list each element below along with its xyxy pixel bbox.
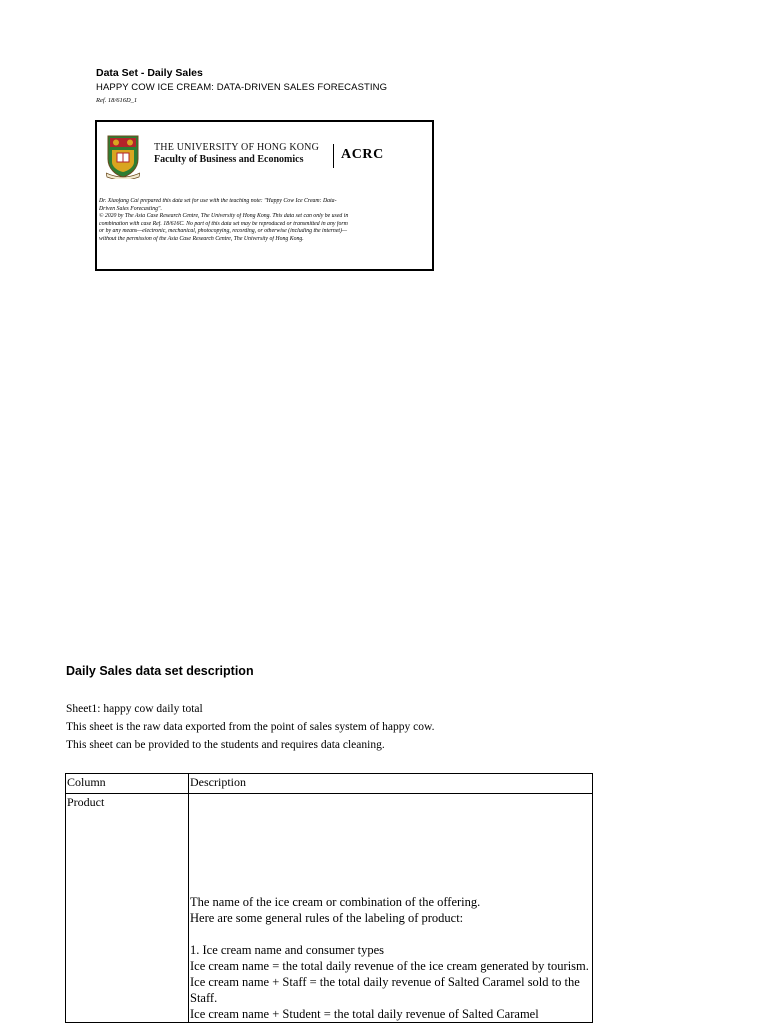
notice-line: without the permission of the Asia Case Research Centre, The University of Hong Kong. — [99, 235, 304, 242]
university-wordmark — [154, 142, 319, 166]
document-header — [96, 66, 387, 104]
header-description: Description — [189, 774, 593, 794]
notice-line: combination with case Ref. 18/616C. No part of this data set may be reproduced or transmitted in any form — [99, 220, 348, 227]
cell-product: Product — [66, 794, 189, 1023]
description-line: Here are some general rules of the labeling of product: — [190, 911, 464, 925]
table-header-row — [66, 774, 593, 794]
case-subtitle: HAPPY COW ICE CREAM: DATA-DRIVEN SALES FORECASTING — [96, 82, 388, 93]
notice-line: Dr. Xiaofang Cai prepared this data set for use with the teaching note: "Happy Cow Ice Cream: Data- — [99, 198, 337, 204]
notice-line: © 2020 by The Asia Case Research Centre, The University of Hong Kong. This data set can only be used in — [99, 213, 349, 220]
description-blank-line — [190, 926, 591, 942]
logo-divider — [333, 144, 334, 168]
reference-number: Ref. 18/616D_1 — [96, 97, 138, 104]
notice-line: or by any means—electronic, mechanical, photocopying, recording, or otherwise (including the internet)— — [99, 228, 348, 235]
header-column: Column — [66, 774, 189, 794]
description-line: Ice cream name = the total daily revenue of the ice cream generated by tourism. — [190, 959, 589, 973]
description-line: The name of the ice cream or combination of the offering. — [190, 895, 481, 909]
description-line: Ice cream name + Staff = the total daily revenue of Salted Caramel sold to the Staff. — [190, 975, 580, 1005]
cell-product-description — [189, 794, 593, 1023]
intro-line: This sheet can be provided to the students and requires data cleaning. — [66, 739, 385, 751]
faculty-name: Faculty of Business and Economics — [154, 154, 304, 165]
intro-line: Sheet1: happy cow daily total — [66, 703, 203, 715]
intro-line: This sheet is the raw data exported from the point of sales system of happy cow. — [66, 721, 435, 733]
notice-line: Driven Sales Forecasting". — [99, 205, 162, 212]
acrc-logo-text: ACRC — [341, 147, 384, 162]
university-name: THE UNIVERSITY OF HONG KONG — [154, 142, 320, 153]
university-notice-box — [95, 120, 434, 271]
section-heading: Daily Sales data set description — [66, 664, 254, 678]
section-intro — [66, 700, 434, 754]
copyright-notice — [99, 198, 433, 244]
table-row — [66, 794, 593, 1023]
hku-crest-icon — [106, 133, 140, 179]
description-line: 1. Ice cream name and consumer types — [190, 943, 385, 957]
column-description-table — [65, 773, 593, 1023]
description-line: Ice cream name + Student = the total daily revenue of Salted Caramel — [190, 1007, 539, 1021]
dataset-title: Data Set - Daily Sales — [96, 67, 203, 79]
